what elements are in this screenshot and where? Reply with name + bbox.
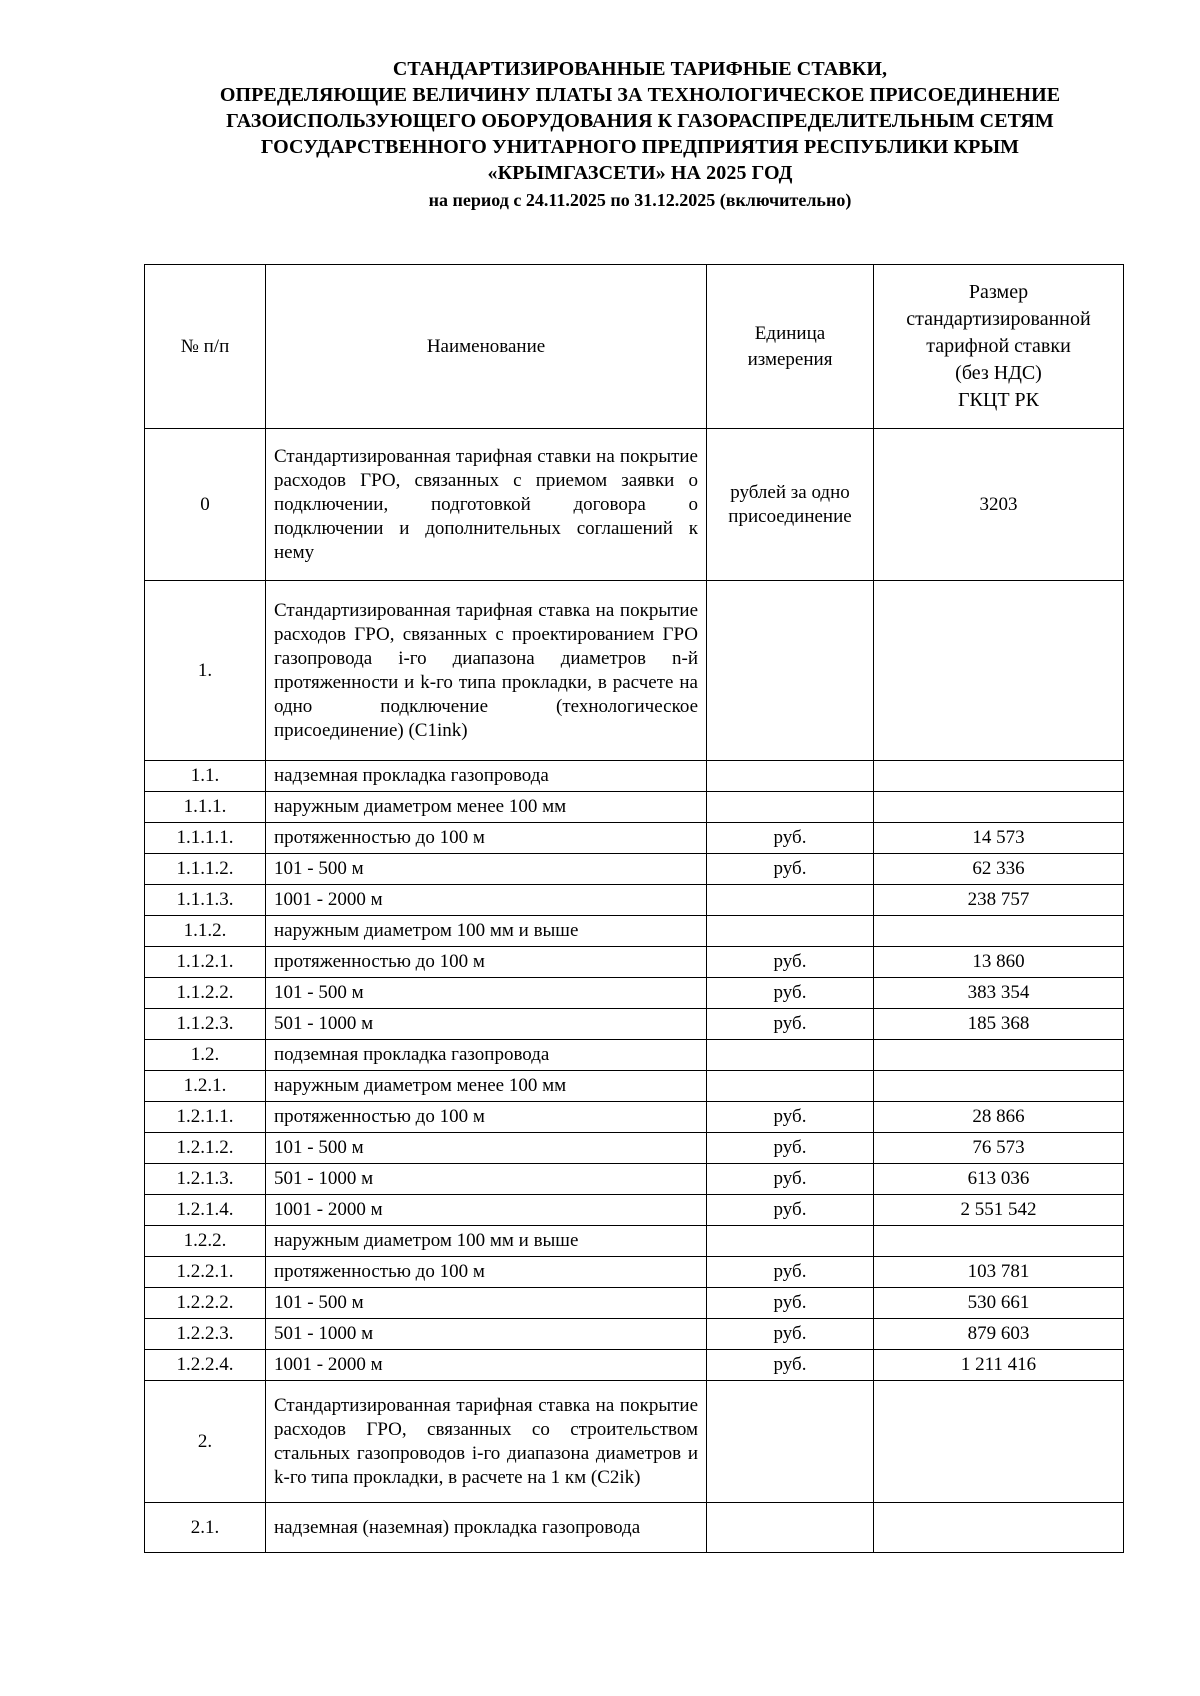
cell-number: 1.2.1.3. [145, 1164, 266, 1195]
cell-number: 1.2.2. [145, 1226, 266, 1257]
cell-number: 1. [145, 581, 266, 761]
cell-rate [874, 916, 1124, 947]
cell-name: 101 - 500 м [266, 1288, 707, 1319]
cell-unit: рублей за одно присоединение [707, 429, 874, 581]
header-unit-line: измерения [747, 348, 833, 370]
cell-unit [707, 581, 874, 761]
table-row [145, 916, 1124, 947]
cell-number: 1.1.2.1. [145, 947, 266, 978]
cell-name: Стандартизированная тарифная ставка на покрытие расходов ГРО, связанных со строительством стальных газопроводов i-го диапазона диаметров и k-го типа прокладки, в расчете на 1 км (C2ik) [266, 1381, 707, 1503]
cell-unit [707, 761, 874, 792]
title-line: ГАЗОИСПОЛЬЗУЮЩЕГО ОБОРУДОВАНИЯ К ГАЗОРАСПРЕДЕЛИТЕЛЬНЫМ СЕТЯМ [226, 110, 1054, 132]
cell-unit: руб. [707, 1009, 874, 1040]
table-row [145, 792, 1124, 823]
header-rate-line: ГКЦТ РК [957, 389, 1040, 411]
cell-rate: 103 781 [874, 1257, 1124, 1288]
cell-rate: 76 573 [874, 1133, 1124, 1164]
table-row [145, 1164, 1124, 1195]
cell-rate [874, 1226, 1124, 1257]
cell-name: 101 - 500 м [266, 1133, 707, 1164]
cell-name: 501 - 1000 м [266, 1319, 707, 1350]
period-subtitle: на период с 24.11.2025 по 31.12.2025 (включительно) [428, 190, 852, 210]
header-rate-line: (без НДС) [955, 362, 1042, 384]
header-rate [874, 265, 1124, 429]
cell-rate: 530 661 [874, 1288, 1124, 1319]
table-row [145, 823, 1124, 854]
tariff-table [144, 264, 1124, 1553]
table-row [145, 1350, 1124, 1381]
cell-number: 1.2.1.1. [145, 1102, 266, 1133]
cell-unit: руб. [707, 978, 874, 1009]
table-row [145, 885, 1124, 916]
cell-number: 1.1.1.2. [145, 854, 266, 885]
cell-number: 1.2.2.3. [145, 1319, 266, 1350]
cell-name: наружным диаметром менее 100 мм [266, 792, 707, 823]
cell-unit: руб. [707, 1164, 874, 1195]
table-row [145, 581, 1124, 761]
cell-unit [707, 1503, 874, 1553]
table-row [145, 1319, 1124, 1350]
cell-name: 101 - 500 м [266, 854, 707, 885]
cell-rate: 28 866 [874, 1102, 1124, 1133]
cell-unit: руб. [707, 854, 874, 885]
table-row [145, 1040, 1124, 1071]
cell-rate [874, 1503, 1124, 1553]
cell-rate [874, 581, 1124, 761]
header-rate-line: Размер [968, 281, 1029, 303]
cell-number: 0 [145, 429, 266, 581]
cell-rate: 613 036 [874, 1164, 1124, 1195]
cell-rate: 3203 [874, 429, 1124, 581]
cell-unit [707, 916, 874, 947]
cell-number: 1.1.2.2. [145, 978, 266, 1009]
cell-number: 1.1.1.3. [145, 885, 266, 916]
cell-name: Стандартизированная тарифная ставка на покрытие расходов ГРО, связанных с проектированием ГРО газопровода i-го диапазона диаметров n-й протяженности и k-го типа прокладки, в расчете на одно подключение (технологическое присоединение) (C1ink) [266, 581, 707, 761]
cell-name: надземная прокладка газопровода [266, 761, 707, 792]
cell-unit: руб. [707, 823, 874, 854]
cell-number: 2. [145, 1381, 266, 1503]
cell-name: 101 - 500 м [266, 978, 707, 1009]
cell-unit: руб. [707, 1288, 874, 1319]
cell-name: 501 - 1000 м [266, 1164, 707, 1195]
table-row [145, 1226, 1124, 1257]
cell-unit [707, 1226, 874, 1257]
cell-number: 1.2.2.4. [145, 1350, 266, 1381]
table-row [145, 1381, 1124, 1503]
cell-unit: руб. [707, 1257, 874, 1288]
title-line: «КРЫМГАЗСЕТИ» НА 2025 ГОД [487, 162, 793, 184]
cell-unit: руб. [707, 1195, 874, 1226]
table-row [145, 1257, 1124, 1288]
header-unit [707, 265, 874, 429]
cell-name: протяженностью до 100 м [266, 947, 707, 978]
cell-unit [707, 1040, 874, 1071]
cell-unit: руб. [707, 947, 874, 978]
header-name: Наименование [266, 265, 707, 429]
cell-number: 1.2.2.2. [145, 1288, 266, 1319]
table-row [145, 1133, 1124, 1164]
document-title [120, 56, 1160, 212]
cell-rate [874, 1071, 1124, 1102]
header-unit-line: Единица [754, 322, 826, 344]
table-row [145, 947, 1124, 978]
cell-name: 1001 - 2000 м [266, 885, 707, 916]
cell-unit: руб. [707, 1350, 874, 1381]
cell-rate [874, 1040, 1124, 1071]
cell-number: 1.2. [145, 1040, 266, 1071]
cell-name: надземная (наземная) прокладка газопровода [266, 1503, 707, 1553]
cell-name: 501 - 1000 м [266, 1009, 707, 1040]
cell-number: 1.1.1.1. [145, 823, 266, 854]
cell-name: подземная прокладка газопровода [266, 1040, 707, 1071]
header-rate-line: тарифной ставки [926, 335, 1071, 357]
cell-name: 1001 - 2000 м [266, 1195, 707, 1226]
cell-rate: 13 860 [874, 947, 1124, 978]
cell-rate: 238 757 [874, 885, 1124, 916]
cell-name: протяженностью до 100 м [266, 823, 707, 854]
cell-rate: 185 368 [874, 1009, 1124, 1040]
cell-rate: 879 603 [874, 1319, 1124, 1350]
cell-name: наружным диаметром 100 мм и выше [266, 1226, 707, 1257]
cell-name: протяженностью до 100 м [266, 1257, 707, 1288]
table-row [145, 978, 1124, 1009]
cell-rate [874, 1381, 1124, 1503]
cell-name: протяженностью до 100 м [266, 1102, 707, 1133]
cell-rate: 62 336 [874, 854, 1124, 885]
table-row [145, 1288, 1124, 1319]
cell-number: 1.2.1.4. [145, 1195, 266, 1226]
cell-rate [874, 792, 1124, 823]
table-row [145, 1503, 1124, 1553]
cell-name: Стандартизированная тарифная ставки на покрытие расходов ГРО, связанных с приемом заявки о подключении, подготовкой договора о подключении и дополнительных соглашений к нему [266, 429, 707, 581]
cell-unit: руб. [707, 1102, 874, 1133]
cell-unit [707, 885, 874, 916]
cell-unit: руб. [707, 1319, 874, 1350]
cell-number: 2.1. [145, 1503, 266, 1553]
table-header-row [145, 265, 1124, 429]
cell-rate [874, 761, 1124, 792]
cell-number: 1.2.1. [145, 1071, 266, 1102]
cell-name: наружным диаметром менее 100 мм [266, 1071, 707, 1102]
cell-rate: 1 211 416 [874, 1350, 1124, 1381]
cell-number: 1.1.2. [145, 916, 266, 947]
table-row [145, 854, 1124, 885]
cell-unit: руб. [707, 1133, 874, 1164]
table-row [145, 1102, 1124, 1133]
header-rate-line: стандартизированной [906, 308, 1091, 330]
table-row [145, 1071, 1124, 1102]
cell-number: 1.2.2.1. [145, 1257, 266, 1288]
cell-number: 1.1.1. [145, 792, 266, 823]
cell-unit [707, 792, 874, 823]
table-row [145, 1009, 1124, 1040]
cell-rate: 383 354 [874, 978, 1124, 1009]
cell-number: 1.1. [145, 761, 266, 792]
cell-name: наружным диаметром 100 мм и выше [266, 916, 707, 947]
table-row [145, 1195, 1124, 1226]
header-num: № п/п [145, 265, 266, 429]
cell-name: 1001 - 2000 м [266, 1350, 707, 1381]
table-row [145, 761, 1124, 792]
cell-rate: 2 551 542 [874, 1195, 1124, 1226]
cell-number: 1.1.2.3. [145, 1009, 266, 1040]
cell-rate: 14 573 [874, 823, 1124, 854]
cell-unit [707, 1071, 874, 1102]
cell-unit [707, 1381, 874, 1503]
cell-number: 1.2.1.2. [145, 1133, 266, 1164]
title-line: ГОСУДАРСТВЕННОГО УНИТАРНОГО ПРЕДПРИЯТИЯ РЕСПУБЛИКИ КРЫМ [260, 136, 1020, 158]
title-line: СТАНДАРТИЗИРОВАННЫЕ ТАРИФНЫЕ СТАВКИ, [392, 58, 888, 80]
title-line: ОПРЕДЕЛЯЮЩИЕ ВЕЛИЧИНУ ПЛАТЫ ЗА ТЕХНОЛОГИЧЕСКОЕ ПРИСОЕДИНЕНИЕ [219, 84, 1061, 106]
table-row [145, 429, 1124, 581]
